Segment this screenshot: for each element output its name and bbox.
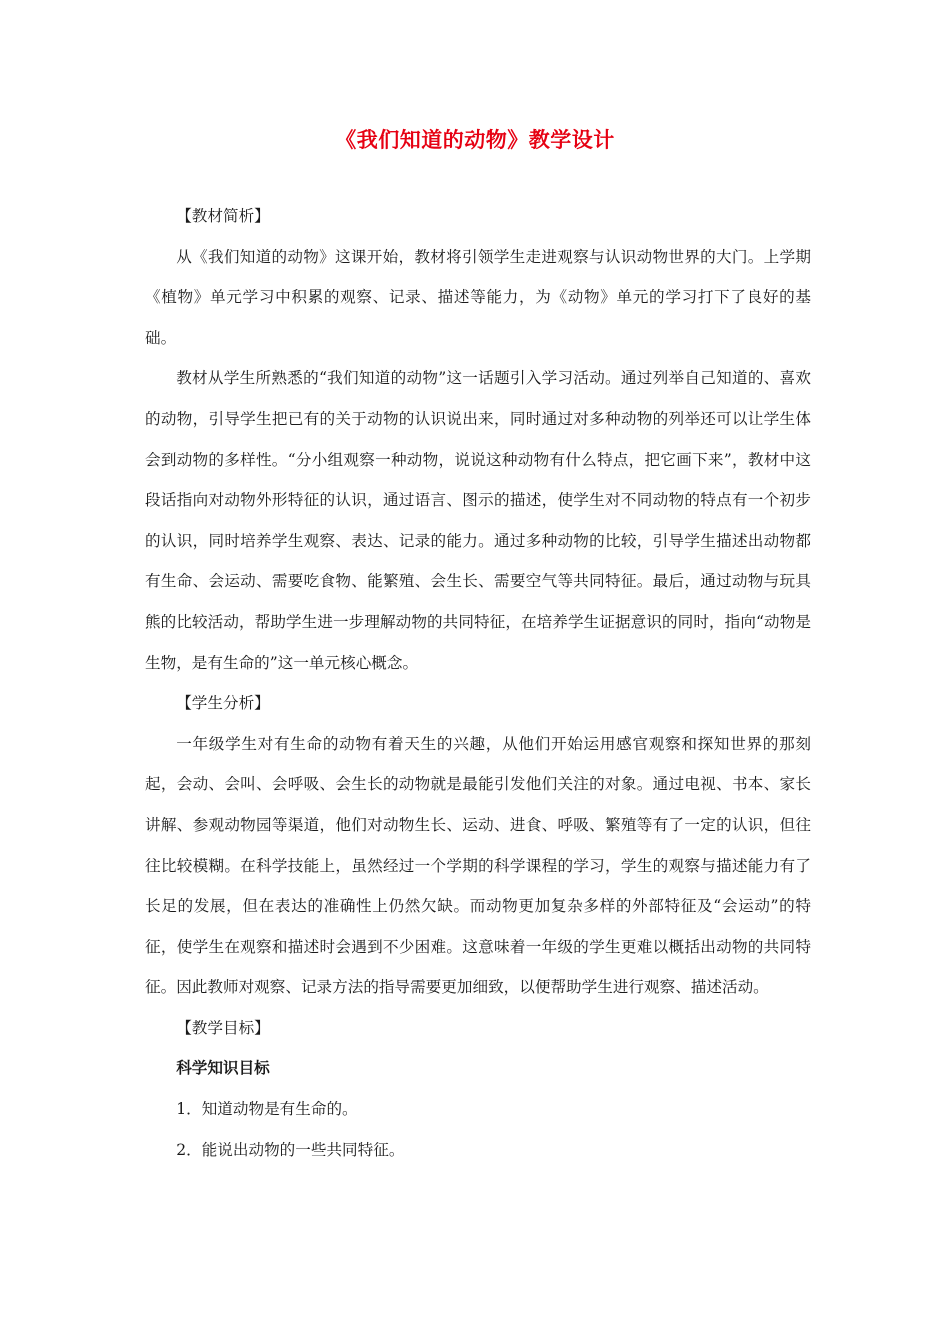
subheading-knowledge-goals: 科学知识目标 <box>176 1059 270 1078</box>
section-heading-material: 【教材简析】 <box>176 207 270 225</box>
paragraph-student-1: 一年级学生对有生命的动物有着天生的兴趣，从他们开始运用感官观察和探知世界的那刻起，会动、会叫、会呼吸、会生长的动物就是最能引发他们关注的对象。通过电视、书本、家长讲解、参观动物园等渠道，他们对动物生长、运动、进食、呼吸、繁殖等有了一定的认识，但往往比较模糊。在科学技能上，虽然经过一个学期的科学课程的学习，学生的观察与描述能力有了长足的发展，但在表达的准确性上仍然欠缺。而动物更加复杂多样的外部特征及“会运动”的特征，使学生在观察和描述时会遇到不少困难。这意味着一年级的学生更难以概括出动物的共同特征。因此教师对观察、记录方法的指导需要更加细致，以便帮助学生进行观察、描述活动。 <box>145 734 811 997</box>
document-title: 《我们知道的动物》教学设计 <box>335 128 615 152</box>
goal-item-1: 1．知道动物是有生命的。 <box>176 1100 358 1119</box>
document-body <box>145 196 811 1170</box>
paragraph-material-2: 教材从学生所熟悉的“我们知道的动物”这一话题引入学习活动。通过列举自己知道的、喜欢的动物，引导学生把已有的关于动物的认识说出来，同时通过对多种动物的列举还可以让学生体会到动物的多样性。“分小组观察一种动物，说说这种动物有什么特点，把它画下来”，教材中这段话指向对动物外形特征的认识，通过语言、图示的描述，使学生对不同动物的特点有一个初步的认识，同时培养学生观察、表达、记录的能力。通过多种动物的比较，引导学生描述出动物都有生命、会运动、需要吃食物、能繁殖、会生长、需要空气等共同特征。最后，通过动物与玩具熊的比较活动，帮助学生进一步理解动物的共同特征，在培养学生证据意识的同时，指向“动物是生物，是有生命的”这一单元核心概念。 <box>145 369 811 672</box>
paragraph-material-1: 从《我们知道的动物》这课开始，教材将引领学生走进观察与认识动物世界的大门。上学期《植物》单元学习中积累的观察、记录、描述等能力，为《动物》单元的学习打下了良好的基础。 <box>145 247 811 347</box>
section-heading-student: 【学生分析】 <box>176 694 270 713</box>
goal-item-2: 2．能说出动物的一些共同特征。 <box>176 1140 405 1159</box>
section-heading-goals: 【教学目标】 <box>176 1018 270 1037</box>
